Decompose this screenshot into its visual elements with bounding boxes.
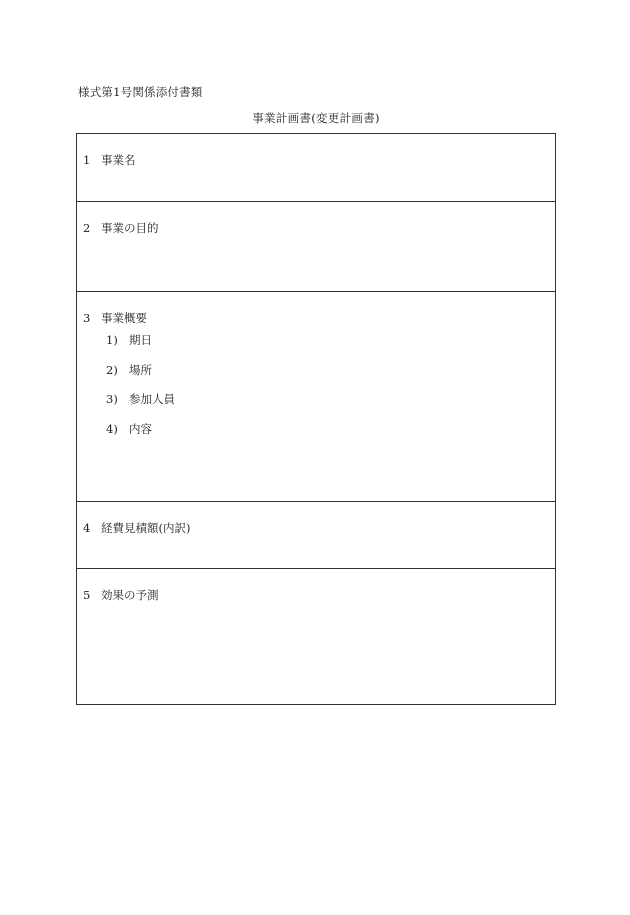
sub-item-number: 3) xyxy=(106,392,118,406)
section-label: 経費見積額(内訳) xyxy=(101,521,191,535)
section-expected-effect xyxy=(77,568,555,704)
section-number: 4 xyxy=(83,521,91,535)
sub-item-label: 期日 xyxy=(129,333,152,347)
form-label: 様式第1号関係添付書類 xyxy=(78,85,203,99)
sub-item-participants xyxy=(106,391,175,421)
sub-item-number: 2) xyxy=(106,362,118,377)
sub-item-place xyxy=(106,362,175,392)
section-heading xyxy=(83,520,190,536)
section-overview xyxy=(77,291,555,501)
section-label: 事業名 xyxy=(101,153,136,167)
sub-item-date xyxy=(106,332,175,362)
section-heading xyxy=(83,220,159,236)
sub-item-label: 内容 xyxy=(129,421,152,436)
plan-form-table xyxy=(76,133,556,705)
sub-item-content xyxy=(106,421,175,451)
section-number: 2 xyxy=(83,221,91,235)
section-cost-estimate xyxy=(77,501,555,568)
section-label: 事業の目的 xyxy=(101,221,159,235)
sub-item-label: 場所 xyxy=(129,362,152,377)
sub-item-label: 参加人員 xyxy=(129,392,175,406)
sub-item-number: 1) xyxy=(106,333,118,347)
section-number: 3 xyxy=(83,311,91,325)
section-heading xyxy=(83,587,159,603)
section-business-name xyxy=(77,134,555,201)
overview-sub-list xyxy=(106,332,175,450)
section-label: 効果の予測 xyxy=(101,588,159,602)
section-purpose xyxy=(77,201,555,291)
document-title: 事業計画書(変更計画書) xyxy=(252,111,380,125)
section-label: 事業概要 xyxy=(101,311,147,325)
section-heading xyxy=(83,152,136,168)
section-number: 5 xyxy=(83,588,91,602)
sub-item-number: 4) xyxy=(106,421,118,436)
section-heading xyxy=(83,310,147,326)
section-number: 1 xyxy=(83,153,91,167)
